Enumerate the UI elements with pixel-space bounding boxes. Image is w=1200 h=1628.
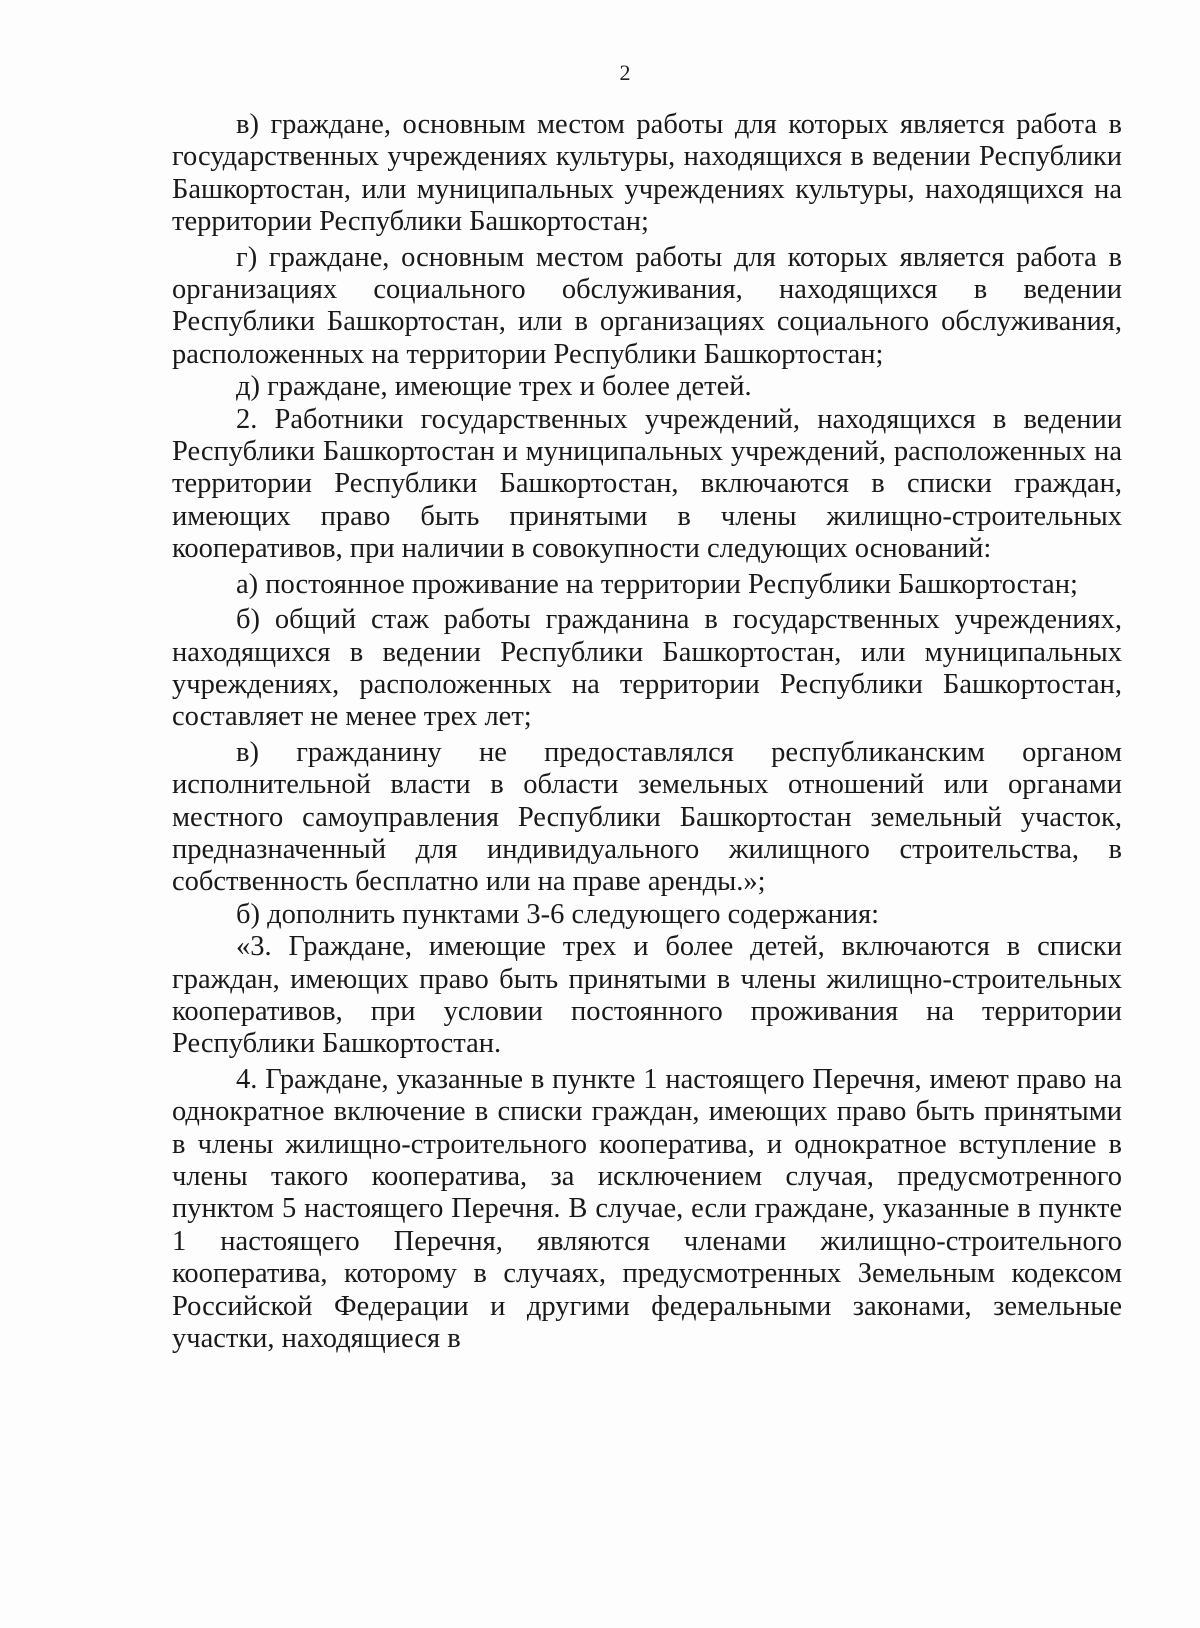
paragraph-a-residence: а) постоянное проживание на территории Республики Башкортостан; [236,568,1078,600]
paragraph-4-one-time-inclusion: 4. Граждане, указанные в пункте 1 настоящего Перечня, имеют право на однократное включение в списки граждан, имеющих право быть принятыми в члены жилищно-строительного кооператива, и однократное вступление в члены такого кооператива, за исключением случая, предусмотренного пунктом 5 настоящего Перечня. В случае, если граждане, указанные в пункте 1 настоящего Перечня, являются членами жилищно-строительного кооператива, которому в случаях, предусмотренных Земельным кодексом Российской Федерации и другими федеральными законами, земельные участки, находящиеся в [172,1063,1122,1355]
paragraph-b-amendment: б) дополнить пунктами 3-6 следующего содержания: [236,898,879,930]
paragraph-v-land-plot: в) гражданину не предоставлялся республиканским органом исполнительной власти в области земельных отношений или органами местного самоуправления Республики Башкортостан земельный участок, предназначенный для индивидуального жилищного строительства, в собственность бесплатно или на праве аренды.»; [172,736,1122,898]
paragraph-b-work-experience: б) общий стаж работы гражданина в государственных учреждениях, находящихся в ведении Республики Башкортостан, или муниципальных учреждениях, расположенных на территории Республики Башкортостан, составляет не менее трех лет; [172,604,1122,733]
paragraph-3-large-families: «3. Граждане, имеющие трех и более детей, включаются в списки граждан, имеющих право быть принятыми в члены жилищно-строительных кооперативов, при условии постоянного проживания на территории Республики Башкортостан. [172,931,1122,1060]
paragraph-d-large-families: д) граждане, имеющие трех и более детей. [236,371,752,403]
paragraph-g-social: г) граждане, основным местом работы для которых является работа в организациях социального обслуживания, находящихся в ведении Республики Башкортостан, или в организациях социального обслуживания, расположенных на территории Республики Башкортостан; [172,241,1122,370]
paragraph-v-culture: в) граждане, основным местом работы для которых является работа в государственных учреждениях культуры, находящихся в ведении Республики Башкортостан, или муниципальных учреждениях культуры, находящихся на территории Республики Башкортостан; [172,109,1122,238]
paragraph-2-workers: 2. Работники государственных учреждений, находящихся в ведении Республики Башкортостан и муниципальных учреждений, расположенных на территории Республики Башкортостан, включаются в списки граждан, имеющих право быть принятыми в члены жилищно-строительных кооперативов, при наличии в совокупности следующих оснований: [172,403,1122,565]
page-number: 2 [619,60,631,85]
document-body [172,109,1122,1355]
